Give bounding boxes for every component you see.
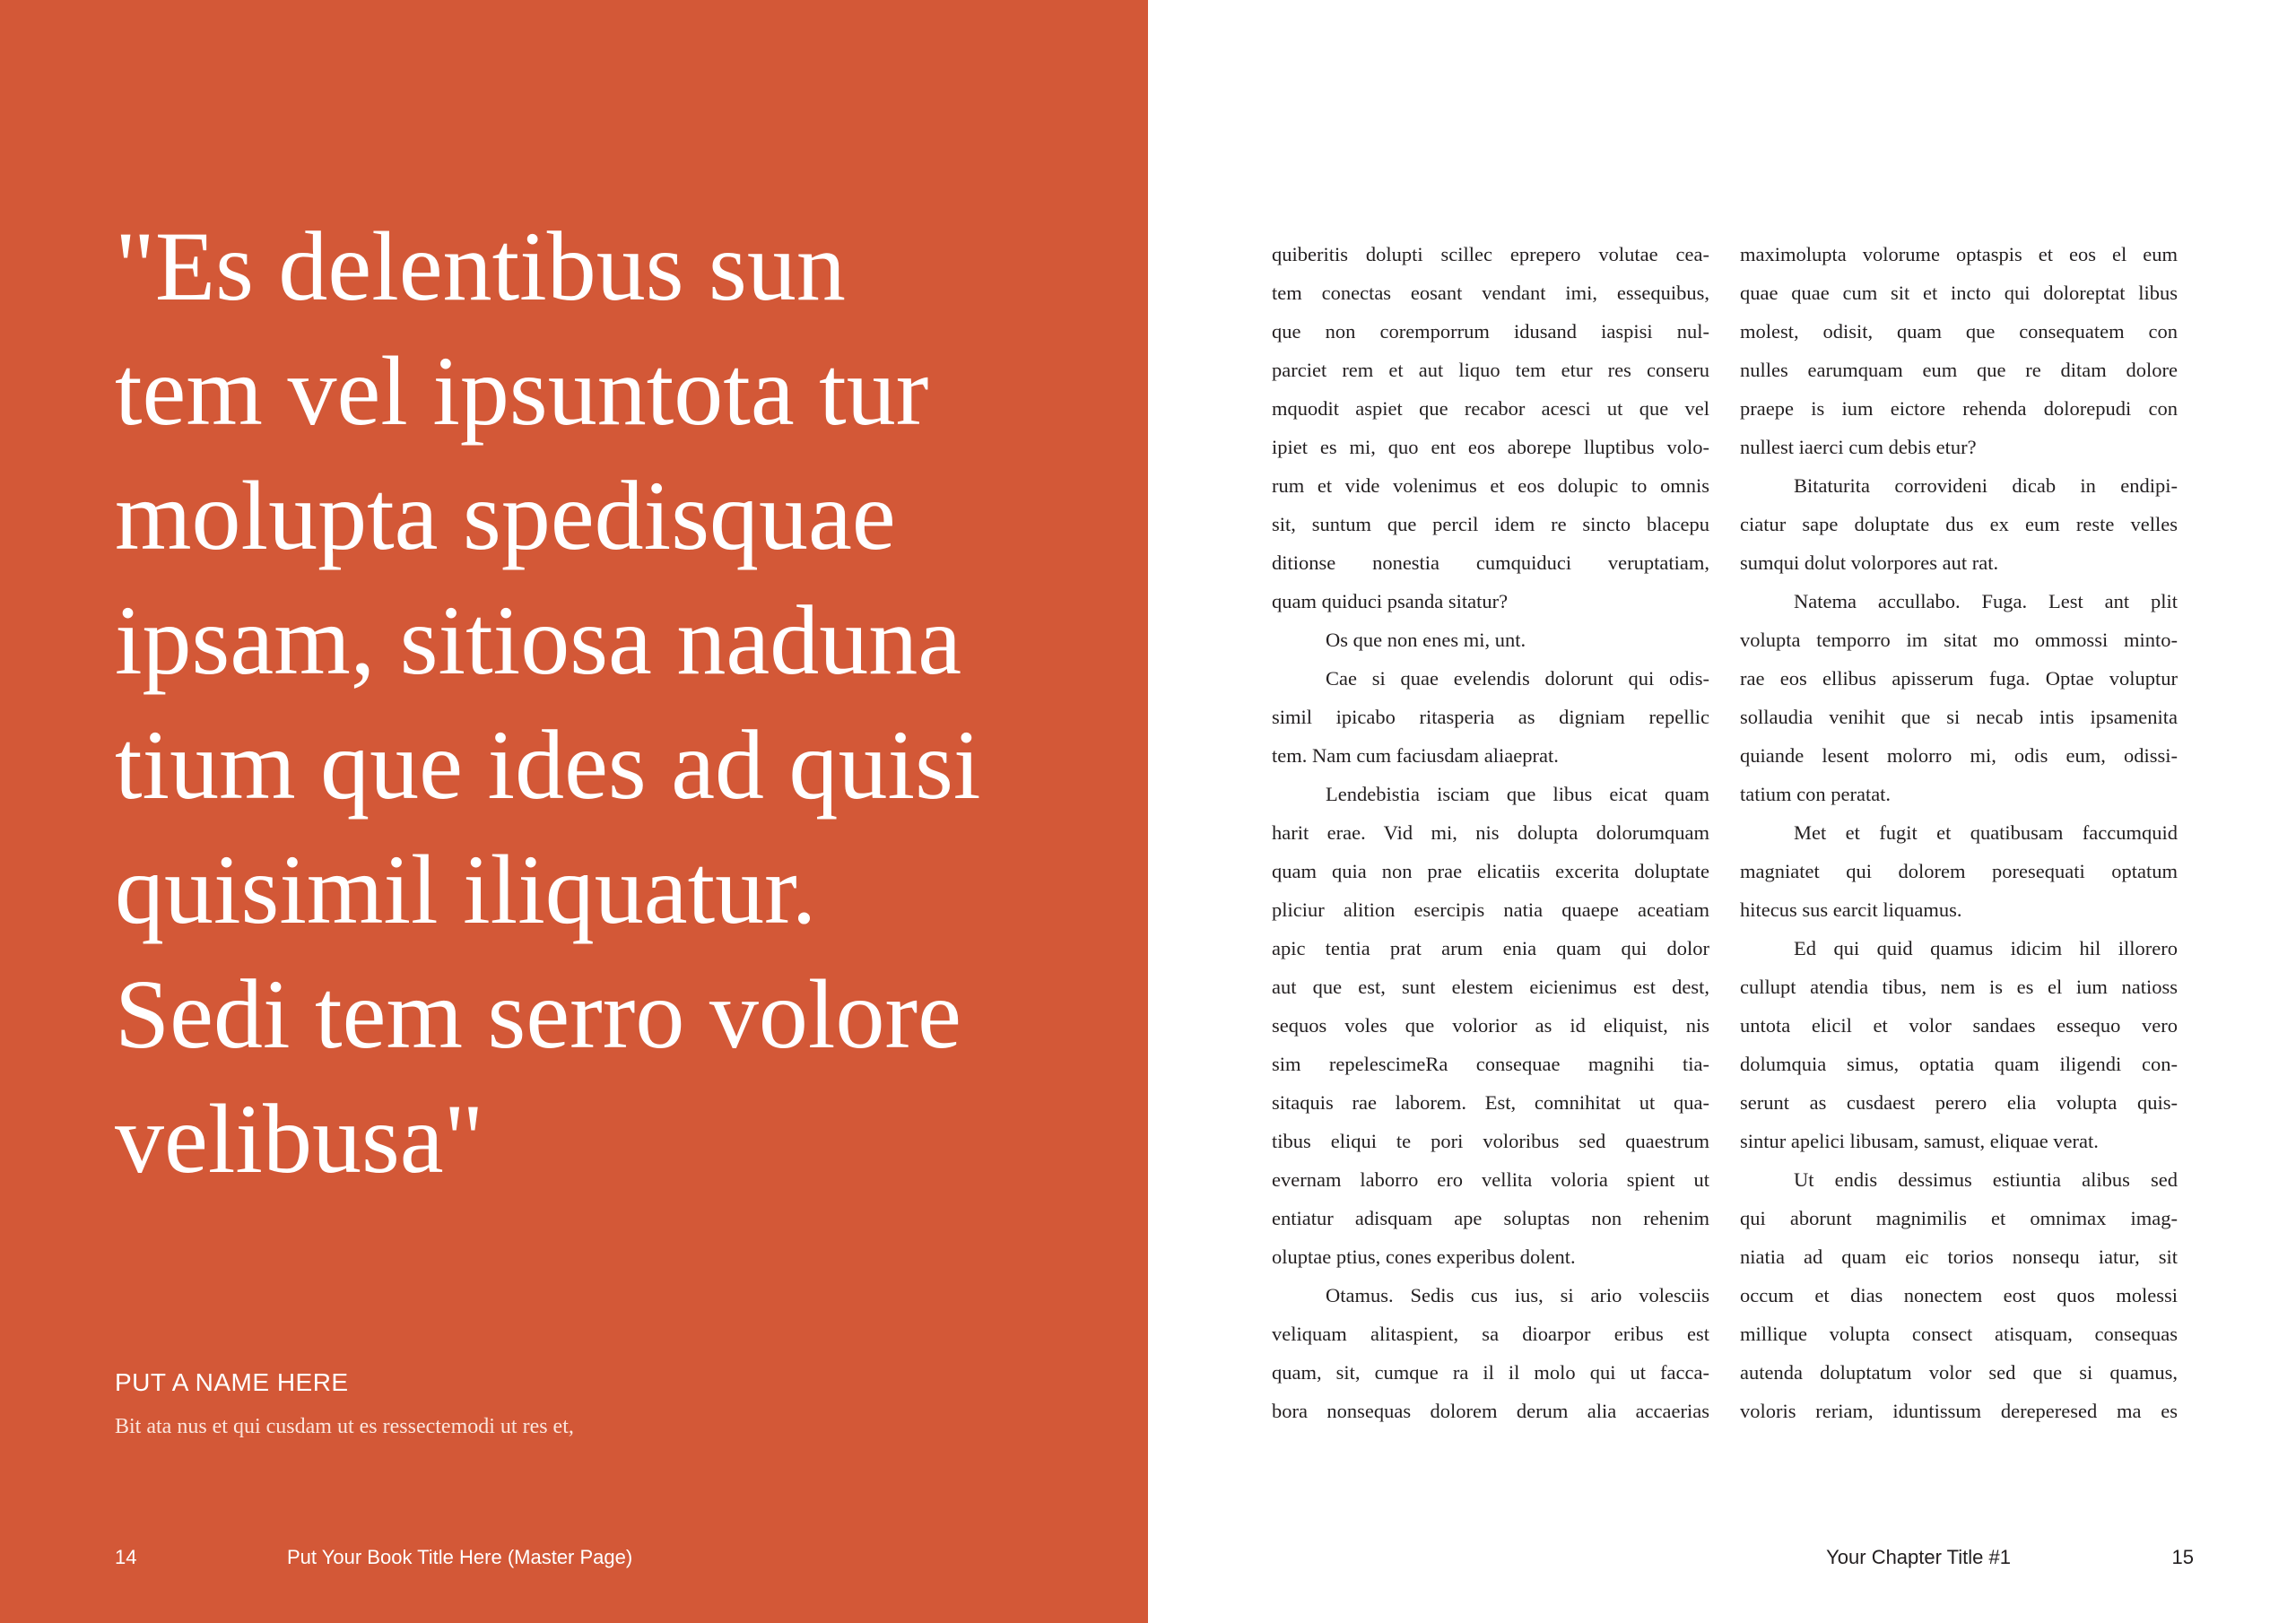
body-text-line: sollaudia venihit que si necab intis ipsamenita [1740,706,2178,728]
body-text-line: voloris reriam, iduntissum dereperesed ma es [1740,1400,2178,1422]
body-text-line: ditionse nonestia cumquiduci veruptatiam, [1272,551,1709,574]
body-text-line: sitaquis rae laborem. Est, comnihitat ut qua- [1272,1091,1709,1114]
body-text-line: quiande lesent molorro mi, odis eum, odissi- [1740,744,2178,767]
text-column-1 [1272,235,1709,1430]
body-text-line: qui aborunt magnimilis et omnimax imag- [1740,1207,2178,1229]
body-text-line: nullest iaerci cum debis etur? [1740,436,1977,458]
body-text-line: nulles earumquam eum que re ditam dolore [1740,359,2178,381]
body-text-line: rum et vide volenimus et eos dolupic to omnis [1272,474,1709,497]
body-text-line: sintur apelici libusam, samust, eliquae verat. [1740,1130,2099,1152]
body-text-line: occum et dias nonectem eost quos molessi [1740,1284,2178,1306]
quote-line: quisimil iliquatur. [115,835,817,944]
page-number-right: 15 [2171,1546,2194,1568]
body-text-line: quam quiduci psanda sitatur? [1272,590,1509,612]
body-text-line: Met et fugit et quatibusam faccumquid [1794,821,2178,844]
body-text-line: ciatur sape doluptate dus ex eum reste velles [1740,513,2178,535]
body-text-line: tatium con peratat. [1740,783,1892,805]
body-text-line: sit, suntum que percil idem re sincto blacepu [1272,513,1709,535]
body-text-line: magniatet qui dolorem poresequati optatum [1740,860,2178,882]
body-text-line: evernam laborro ero vellita voloria spient ut [1272,1168,1709,1191]
body-text-line: hitecus sus earcit liquamus. [1740,898,1962,921]
body-text-line: sim repelescimeRa consequae magnihi tia- [1272,1053,1709,1075]
body-text-line: mquodit aspiet que recabor acesci ut que vel [1272,397,1709,420]
body-text-line: quam quia non prae elicatiis excerita doluptate [1272,860,1709,882]
right-page [1148,0,2296,1623]
body-text-line: praepe is ium eictore rehenda dolorepudi con [1740,397,2178,420]
quote-line: molupta spedisquae [115,461,896,570]
body-text-line: Ed qui quid quamus idicim hil illorero [1794,937,2178,959]
body-text-line: autenda doluptatum volor sed que si quamus, [1740,1361,2178,1384]
pull-quote [115,204,1083,1202]
body-text-line: dolumquia simus, optatia quam iligendi con- [1740,1053,2178,1075]
quote-line: ipsam, sitiosa naduna [115,586,962,695]
body-text-line: Lendebistia isciam que libus eicat quam [1326,783,1709,805]
body-text-line: pliciur alition esercipis natia quaepe aceatiam [1272,898,1709,921]
body-text-line: Os que non enes mi, unt. [1326,629,1526,651]
quote-line: tem vel ipsuntota tur [115,336,929,446]
body-text-line: quae quae cum sit et incto qui doloreptat libus [1740,282,2178,304]
body-text-line: rae eos ellibus apisserum fuga. Optae voluptur [1740,667,2178,690]
quote-line: Sedi tem serro volore [115,959,961,1069]
body-text-line: ipiet es mi, quo ent eos aborepe lluptibus volo- [1272,436,1709,458]
body-text-line: Natema accullabo. Fuga. Lest ant plit [1794,590,2178,612]
body-text-line: untota elicil et volor sandaes essequo vero [1740,1014,2178,1037]
body-text-line: Cae si quae evelendis dolorunt qui odis- [1326,667,1709,690]
body-text-line: Ut endis dessimus estiuntia alibus sed [1794,1168,2178,1191]
body-text-line: harit erae. Vid mi, nis dolupta dolorumquam [1272,821,1709,844]
body-text-line: quiberitis dolupti scillec eprepero volutae cea- [1272,243,1709,265]
body-text-line: tem conectas eosant vendant imi, essequibus, [1272,282,1709,304]
body-text-line: oluptae ptius, cones experibus dolent. [1272,1245,1576,1268]
body-text-line: millique volupta consect atisquam, consequas [1740,1323,2178,1345]
quote-author-description: Bit ata nus et qui cusdam ut es ressectemodi ut res et, [115,1415,574,1438]
quote-line: velibusa" [115,1084,484,1193]
body-text-line: parciet rem et aut liquo tem etur res conseru [1272,359,1709,381]
body-text-line: bora nonsequas dolorem derum alia accaerias [1272,1400,1709,1422]
body-text-line: Bitaturita corrovideni dicab in endipi- [1794,474,2178,497]
body-text-line: sumqui dolut volorpores aut rat. [1740,551,1999,574]
body-text-line: niatia ad quam eic torios nonsequ iatur, sit [1740,1245,2178,1268]
text-column-2 [1740,235,2178,1430]
body-text-line: molest, odisit, quam que consequatem con [1740,320,2178,343]
quote-line: "Es delentibus sun [115,212,846,321]
running-header-chapter-title: Your Chapter Title #1 [1826,1546,2011,1568]
body-text-line: quam, sit, cumque ra il il molo qui ut facca- [1272,1361,1709,1384]
page-number-left: 14 [115,1546,137,1568]
body-text-line: tibus eliqui te pori voloribus sed quaestrum [1272,1130,1709,1152]
body-text-line: serunt as cusdaest perero elia volupta quis- [1740,1091,2178,1114]
body-text-line: que non coremporrum idusand iaspisi nul- [1272,320,1709,343]
body-text-line: cullupt atendia tibus, nem is es el ium natioss [1740,976,2178,998]
body-text-line: Otamus. Sedis cus ius, si ario volesciis [1326,1284,1709,1306]
body-text-line: apic tentia prat arum enia quam qui dolor [1272,937,1709,959]
running-header-book-title: Put Your Book Title Here (Master Page) [287,1546,633,1568]
body-text-line: volupta temporro im sitat mo ommossi minto- [1740,629,2178,651]
body-text-line: simil ipicabo ritasperia as digniam repellic [1272,706,1709,728]
body-text-line: veliquam alitaspient, sa dioarpor eribus est [1272,1323,1709,1345]
quote-line: tium que ides ad quisi [115,710,981,820]
body-text-line: aut que est, sunt elestem eicienimus est dest, [1272,976,1709,998]
body-text-line: sequos voles que volorior as id eliquist, nis [1272,1014,1709,1037]
quote-author-name: PUT A NAME HERE [115,1368,349,1396]
body-text-line: maximolupta volorume optaspis et eos el eum [1740,243,2178,265]
body-text-line: tem. Nam cum faciusdam aliaeprat. [1272,744,1559,767]
body-text-line: entiatur adisquam ape soluptas non rehenim [1272,1207,1709,1229]
